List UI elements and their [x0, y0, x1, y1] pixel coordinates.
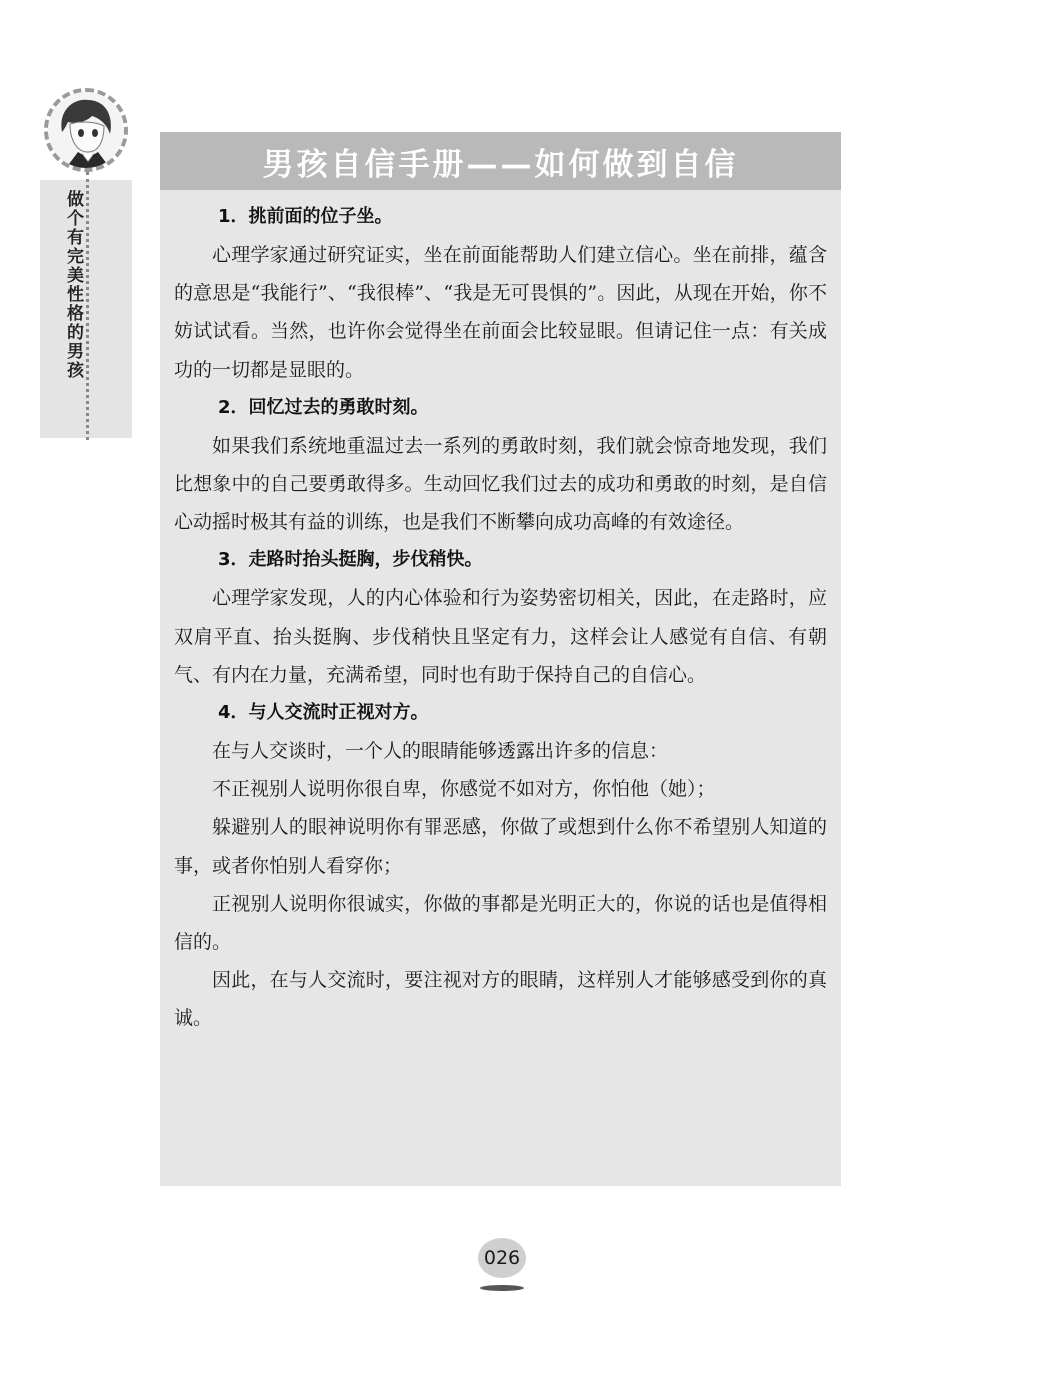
page-number: 026 [478, 1238, 526, 1278]
article-panel [160, 132, 841, 1186]
avatar [44, 88, 128, 172]
paragraph: 如果我们系统地重温过去一系列的勇敢时刻，我们就会惊奇地发现，我们比想象中的自己要勇敢得多。生动回忆我们过去的成功和勇敢的时刻，是自信心动摇时极其有益的训练，也是我们不断攀向成功高峰的有效途径。 [174, 434, 827, 534]
paragraph: 正视别人说明你很诚实，你做的事都是光明正大的，你说的话也是值得相信的。 [174, 892, 827, 954]
paragraph: 心理学家通过研究证实，坐在前面能帮助人们建立信心。坐在前排，蕴含的意思是“我能行”、“我很棒”、“我是无可畏惧的”。因此，从现在开始，你不妨试试看。当然，也许你会觉得坐在前面会比较显眼。但请记住一点：有关成功的一切都是显眼的。 [174, 244, 827, 381]
paragraph: 心理学家发现，人的内心体验和行为姿势密切相关，因此，在走路时，应双肩平直、抬头挺胸、步伐稍快且坚定有力，这样会让人感觉有自信、有朝气、有内在力量，充满希望，同时也有助于保持自己的自信心。 [174, 587, 827, 686]
paragraph: 不正视别人说明你很自卑，你感觉不如对方，你怕他（她）； [212, 778, 716, 801]
paragraph: 因此，在与人交流时，要注视对方的眼睛，这样别人才能够感受到你的真诚。 [174, 969, 827, 1030]
section-heading: 4．与人交流时正视对方。 [218, 702, 429, 724]
article-body [160, 190, 841, 1038]
section-heading: 1．挑前面的位子坐。 [218, 206, 393, 227]
paragraph: 在与人交谈时，一个人的眼睛能够透露出许多的信息： [212, 740, 669, 763]
page-number-shadow [480, 1285, 524, 1291]
paragraph: 躲避别人的眼神说明你有罪恶感，你做了或想到什么你不希望别人知道的事，或者你怕别人看穿你； [174, 816, 827, 877]
section-heading: 3．走路时抬头挺胸，步伐稍快。 [218, 549, 483, 571]
section-heading: 2．回忆过去的勇敢时刻。 [218, 396, 429, 418]
boy-portrait-icon [48, 92, 124, 168]
series-title: 做个有完美性格的男孩 [63, 190, 83, 380]
article-title: 男孩自信手册——如何做到自信 [262, 146, 739, 183]
article-header [160, 132, 841, 190]
decorative-dashed-line [86, 172, 89, 440]
